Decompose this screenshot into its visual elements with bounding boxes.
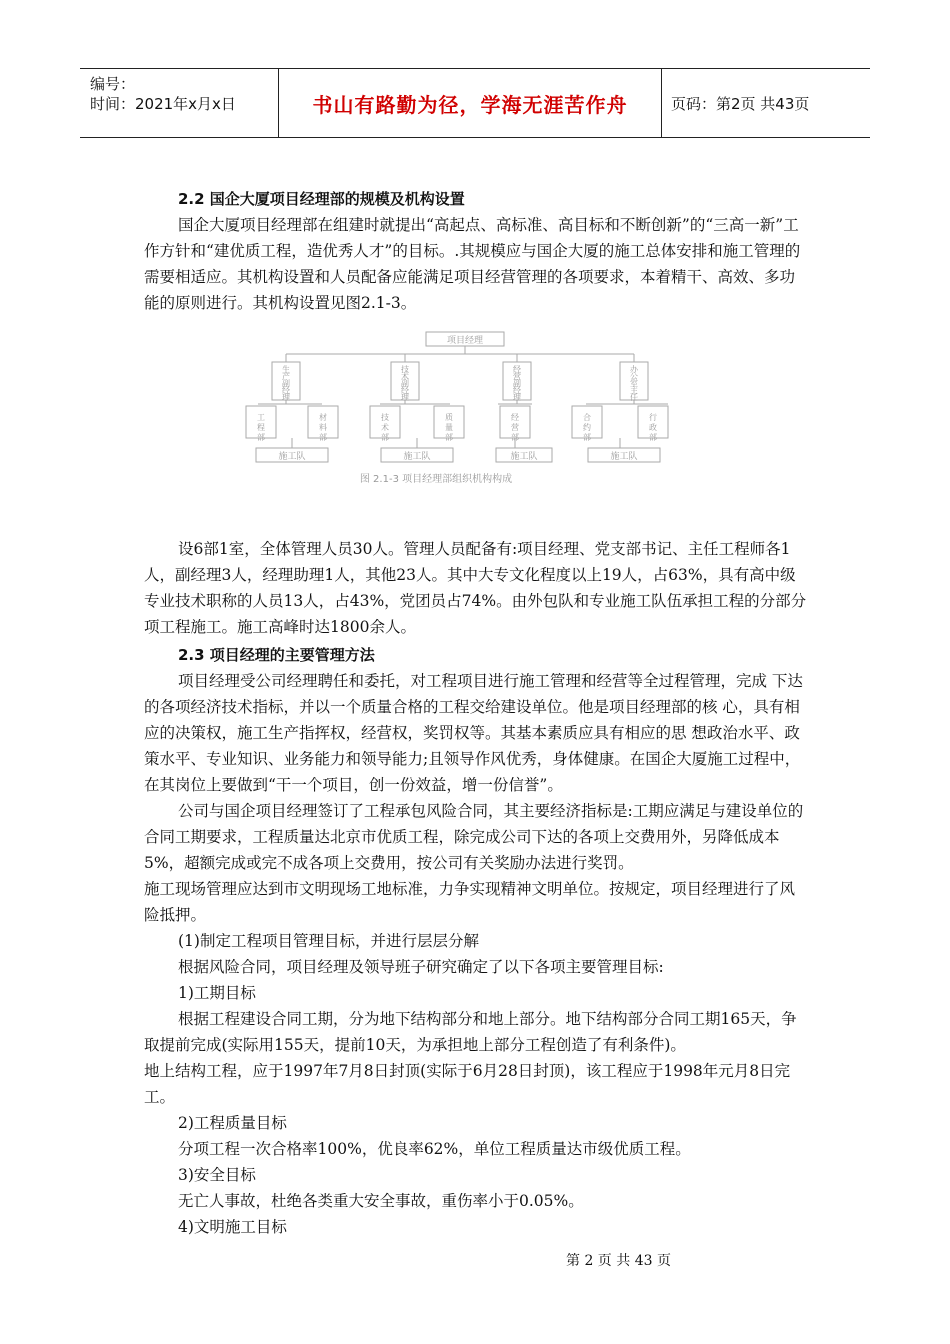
org-level2-label: 技	[401, 365, 409, 374]
org-dept-label: 术	[381, 423, 389, 432]
header-page-info: 页码：第2页 共43页	[671, 94, 810, 113]
org-team-label: 施工队	[610, 452, 638, 462]
org-level2-label: 副	[401, 379, 409, 388]
org-dept-label: 部	[257, 433, 265, 442]
org-dept-label: 程	[257, 423, 265, 432]
org-top-label: 项目经理	[446, 336, 484, 346]
goal-heading: 3)安全目标	[178, 1166, 256, 1184]
org-level2-label: 公	[630, 372, 638, 381]
paragraph: 分项工程一次合格率100%，优良率62%，单位工程质量达市级优质工程。	[178, 1140, 691, 1158]
section-title: 2.2 国企大厦项目经理部的规模及机构设置	[178, 190, 465, 208]
org-level2-label: 经	[401, 386, 409, 395]
org-dept-label: 工	[257, 413, 265, 422]
org-level2-label: 经	[513, 386, 521, 395]
org-level2-label: 室	[630, 379, 638, 388]
org-level2-label: 主	[630, 386, 638, 395]
staff-section	[144, 536, 810, 1240]
org-dept-label: 材	[319, 413, 327, 422]
paragraph: 公司与国企项目经理签订了工程承包风险合同，其主要经济指标是:工期应满足与建设单位的合同工期要求，工程质量达北京市优质工程，除完成公司下达的各项上交费用外，另降低成本5%，超额完成或完不成各项上交费用，按公司有关奖励办法进行奖罚。	[144, 802, 804, 872]
org-dept-label: 质	[445, 413, 453, 422]
header-meta	[80, 69, 279, 137]
org-dept-label: 技	[381, 413, 389, 422]
org-dept-label: 部	[319, 433, 327, 442]
org-level2-label: 理	[513, 393, 521, 402]
org-dept-label: 经	[511, 413, 519, 422]
org-level2-label: 营	[513, 372, 521, 381]
goal-heading: 4)文明施工目标	[178, 1218, 287, 1236]
header-motto: 书山有路勤为径，学海无涯苦作舟	[279, 69, 662, 137]
org-dept-label: 部	[649, 433, 657, 442]
org-dept-label: 合	[583, 413, 591, 422]
paragraph: 根据工程建设合同工期，分为地下结构部分和地上部分。地下结构部分合同工期165天，争取提前完成(实际用155天，提前10天，为承担地上部分工程创造了有利条件)。	[144, 1010, 797, 1054]
org-level2-label: 经	[282, 386, 290, 395]
paragraph: 地上结构工程，应于1997年7月8日封顶(实际于6月28日封顶)，该工程应于1998年元月8日完工。	[144, 1062, 791, 1106]
section-title: 2.3 项目经理的主要管理方法	[178, 646, 375, 664]
paragraph: 国企大厦项目经理部在组建时就提出“高起点、高标准、高目标和不断创新”的“三高一新”工作方针和“建优质工程，造优秀人才”的目标。.其规模应与国企大厦的施工总体安排和施工管理的需要相适应。其机构设置和人员配备应能满足项目经营管理的各项要求，本着精干、高效、多功能的原则进行。其机构设置见图2.1-3。	[144, 216, 801, 312]
goal-heading: 1)工期目标	[178, 984, 256, 1002]
paragraph: 设6部1室，全体管理人员30人。管理人员配备有:项目经理、党支部书记、主任工程师各1人，副经理3人，经理助理1人，其他23人。其中大专文化程度以上19人，占63%，具有高中级专业技术职称的人员13人，占43%，党团员占74%。由外包队和专业施工队伍承担工程的分部分项工程施工。施工高峰时达1800余人。	[144, 540, 807, 636]
org-level2-label: 副	[282, 379, 290, 388]
org-level2-label: 办	[630, 365, 638, 374]
number-label: 编号：	[90, 75, 136, 93]
org-level2-label: 理	[282, 393, 290, 402]
org-level2-label: 术	[401, 372, 409, 381]
time-label: 时间：2021年x月x日	[90, 95, 236, 113]
org-dept-label: 政	[649, 423, 657, 432]
goal-heading: 2)工程质量目标	[178, 1114, 287, 1132]
org-level2-label: 产	[282, 372, 290, 381]
org-level2-label: 任	[630, 393, 638, 402]
org-level2-label: 副	[513, 379, 521, 388]
paragraph: 根据风险合同，项目经理及领导班子研究确定了以下各项主要管理目标:	[178, 958, 664, 976]
paragraph: 项目经理受公司经理聘任和委托，对工程项目进行施工管理和经营等全过程管理，完成 下达的各项经济技术指标，并以一个质量合格的工程交给建设单位。他是项目经理部的核 心，具有相应的决策权，施工生产指挥权，经营权，奖罚权等。其基本素质应具有相应的思 想政治水平、政策水平、专业知识、业务能力和领导能力;且领导作风优秀，身体健康。在国企大厦施工过程中，在其岗位上要做到“干一个项目，创一份效益，增一份信誉”。	[144, 672, 803, 794]
org-dept-label: 行	[649, 413, 657, 422]
section-2-2	[144, 186, 810, 316]
org-dept-label: 量	[445, 423, 453, 432]
org-dept-label: 部	[511, 433, 519, 442]
paragraph: 无亡人事故，杜绝各类重大安全事故，重伤率小于0.05%。	[178, 1192, 584, 1210]
org-dept-label: 部	[445, 433, 453, 442]
org-team-label: 施工队	[403, 452, 431, 462]
org-level2-label: 生	[282, 365, 290, 374]
org-chart	[236, 330, 714, 490]
org-level2-label: 理	[401, 393, 409, 402]
org-dept-label: 料	[319, 423, 327, 432]
org-dept-label: 部	[583, 433, 591, 442]
org-level2-label: 经	[513, 365, 521, 374]
page-footer: 第 2 页 共 43 页	[566, 1253, 671, 1269]
paragraph: 施工现场管理应达到市文明现场工地标准，力争实现精神文明单位。按规定，项目经理进行了风险抵押。	[144, 880, 796, 924]
org-team-label: 施工队	[510, 452, 538, 462]
org-dept-label: 约	[583, 423, 591, 432]
org-team-label: 施工队	[278, 452, 306, 462]
org-dept-label: 部	[381, 433, 389, 442]
org-dept-label: 营	[511, 423, 519, 432]
org-caption: 图 2.1-3 项目经理部组织机构构成	[359, 474, 513, 485]
list-heading: (1)制定工程项目管理目标，并进行层层分解	[178, 932, 479, 950]
page-header	[80, 68, 870, 138]
